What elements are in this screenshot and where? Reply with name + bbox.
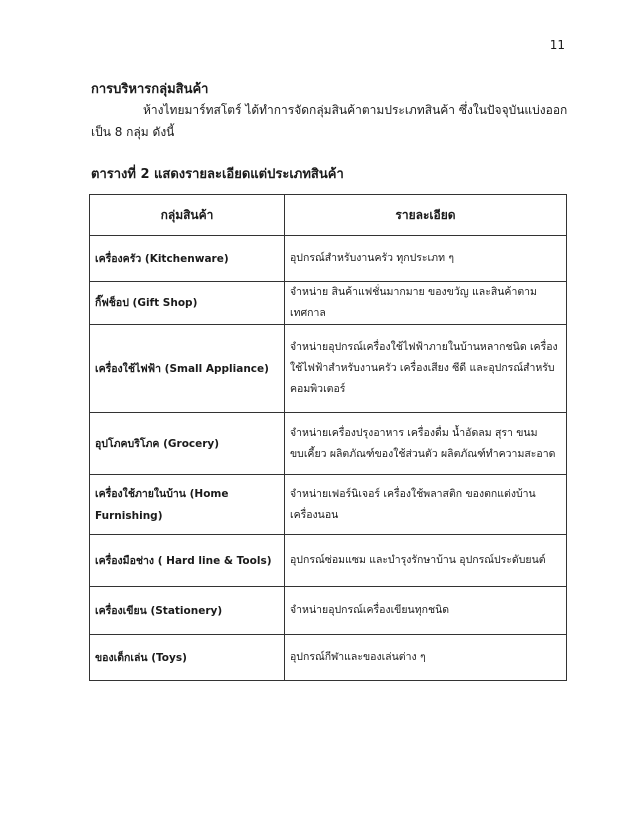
group-cell: เครื่องใช้ไฟฟ้า (Small Appliance): [90, 325, 285, 413]
detail-cell: จำหน่ายอุปกรณ์เครื่องเขียนทุกชนิด: [285, 587, 567, 635]
detail-cell: อุปกรณ์ซ่อมแซม และบำรุงรักษาบ้าน อุปกรณ์ประดับยนต์: [285, 535, 567, 587]
table-caption: ตารางที่ 2 แสดงรายละเอียดแต่ประเภทสินค้า: [91, 167, 344, 182]
group-cell: เครื่องมือช่าง ( Hard line & Tools): [90, 535, 285, 587]
intro-paragraph: [91, 99, 571, 143]
table-row: [90, 587, 567, 635]
detail-cell: อุปกรณ์สำหรับงานครัว ทุกประเภท ๆ: [285, 236, 567, 282]
detail-cell: อุปกรณ์กีฬาและของเล่นต่าง ๆ: [285, 635, 567, 681]
detail-cell: จำหน่ายเครื่องปรุงอาหาร เครื่องดื่ม น้ำอัดลม สุรา ขนมขบเคี้ยว ผลิตภัณฑ์ของใช้ส่วนตัว ผลิตภัณฑ์ทำความสะอาด: [285, 413, 567, 475]
table-row: [90, 325, 567, 413]
intro-text: ห้างไทยมาร์ทสโตร์ ได้ทำการจัดกลุ่มสินค้าตามประเภทสินค้า ซึ่งในปัจจุบันแบ่งออกเป็น 8 กลุ่ม ดังนี้: [91, 103, 568, 139]
table-row: [90, 535, 567, 587]
group-cell: กิ๊ฟช็อป (Gift Shop): [90, 282, 285, 325]
table-row: [90, 413, 567, 475]
detail-cell: จำหน่ายอุปกรณ์เครื่องใช้ไฟฟ้าภายในบ้านหลากชนิด เครื่องใช้ไฟฟ้าสำหรับงานครัว เครื่องเสียง ซีดี และอุปกรณ์สำหรับคอมพิวเตอร์: [285, 325, 567, 413]
product-group-table: [89, 194, 567, 681]
group-cell: เครื่องเขียน (Stationery): [90, 587, 285, 635]
group-cell: ของเด็กเล่น (Toys): [90, 635, 285, 681]
table-header-row: [90, 195, 567, 236]
group-cell: เครื่องใช้ภายในบ้าน (Home Furnishing): [90, 475, 285, 535]
detail-cell: จำหน่ายเฟอร์นิเจอร์ เครื่องใช้พลาสติก ของตกแต่งบ้าน เครื่องนอน: [285, 475, 567, 535]
detail-cell: จำหน่าย สินค้าแฟชั่นมากมาย ของขวัญ และสินค้าตามเทศกาล: [285, 282, 567, 325]
table-row: [90, 635, 567, 681]
header-group: กลุ่มสินค้า: [90, 195, 285, 236]
group-cell: อุปโภคบริโภค (Grocery): [90, 413, 285, 475]
header-detail: รายละเอียด: [285, 195, 567, 236]
table-row: [90, 282, 567, 325]
page-number: 11: [549, 38, 565, 52]
group-cell: เครื่องครัว (Kitchenware): [90, 236, 285, 282]
table-row: [90, 236, 567, 282]
table-row: [90, 475, 567, 535]
section-heading: การบริหารกลุ่มสินค้า: [91, 82, 209, 97]
